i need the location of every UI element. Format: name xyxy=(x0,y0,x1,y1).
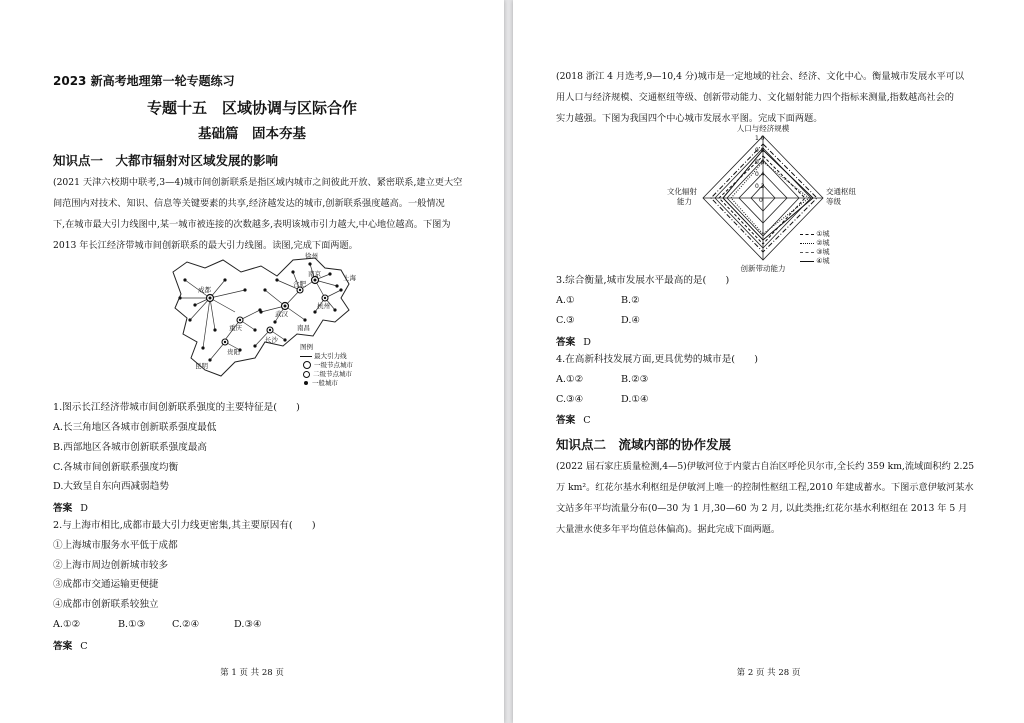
legend-dot-swatch xyxy=(304,381,308,385)
map-label-nanjing: 南京 xyxy=(308,270,321,278)
knowledge-point-2-title: 知识点二 流域内部的协作发展 xyxy=(556,437,732,452)
legend-item: ③城 xyxy=(816,248,830,256)
topic-title: 专题十五 区域协调与区际合作 xyxy=(146,99,357,117)
radar-tick-label: 0.4 xyxy=(755,171,765,178)
passage-line: 文站多年平均流量分布(0—30 为 1 月,30—60 为 2 月, 以此类推;红花尔基水利枢纽在 2013 年 5 月 xyxy=(556,503,968,514)
question-2-item: ③成都市交通运输更便捷 xyxy=(53,579,159,590)
map-label-wuhan: 武汉 xyxy=(275,310,288,318)
question-4-stem: 4.在高新科技发展方面,更具优势的城市是( ) xyxy=(556,354,758,365)
passage-line: 实力越强。下图为我国四个中心城市发展水平图。完成下面两题。 xyxy=(556,113,823,124)
question-2-answer: 答案 C xyxy=(53,641,88,652)
legend-item: ②城 xyxy=(816,239,830,247)
question-4-option: D.①④ xyxy=(621,394,649,405)
radar-tick-label: 0.8 xyxy=(755,147,765,154)
map-label-hangzhou: 杭州 xyxy=(317,302,330,310)
question-4-option: C.③④ xyxy=(556,394,584,405)
question-1-option: D.大致呈自东向西减弱趋势 xyxy=(53,481,169,492)
legend-item: 二级节点城市 xyxy=(313,370,352,378)
radar-tick-label: 0 xyxy=(759,197,763,204)
legend-title: 图例 xyxy=(300,343,313,351)
map-label-xuzhou: 徐州 xyxy=(305,252,318,260)
question-4-option: B.②③ xyxy=(621,374,649,385)
passage-line: 大量泄水使多年平均值总体偏高)。据此完成下面两题。 xyxy=(556,524,781,535)
radar-tick-label: 0.2 xyxy=(755,183,765,190)
legend-swatch xyxy=(800,252,814,253)
legend-item: ①城 xyxy=(816,230,830,238)
document-title: 2023 新高考地理第一轮专题练习 xyxy=(53,74,235,88)
passage-line: 万 km²。红花尔基水利枢纽是伊敏河上唯一的控制性枢纽工程,2010 年建成蓄水。下图示意伊敏河某水 xyxy=(556,482,974,493)
legend-swatch xyxy=(800,261,814,262)
question-3-option: C.③ xyxy=(556,315,575,326)
map-legend xyxy=(300,343,353,388)
question-2-option: A.①② xyxy=(53,619,81,630)
page-footer: 第 2 页 共 28 页 xyxy=(736,668,801,678)
legend-item: 一级节点城市 xyxy=(314,361,353,369)
knowledge-point-1-title: 知识点一 大都市辐射对区域发展的影响 xyxy=(53,153,279,168)
intro-passage-3 xyxy=(556,456,974,540)
map-label-hefei: 合肥 xyxy=(293,280,306,288)
passage-line: (2018 浙江 4 月选考,9—10,4 分)城市是一定地域的社会、经济、文化中心。衡量城市发展水平可以 xyxy=(556,71,965,82)
question-1-stem: 1.图示长江经济带城市间创新联系强度的主要特征是( ) xyxy=(53,402,300,413)
question-2-stem: 2.与上海市相比,成都市最大引力线更密集,其主要原因有( ) xyxy=(53,520,316,531)
question-1-answer: 答案 D xyxy=(53,503,88,514)
passage-line: (2021 天津六校期中联考,3—4)城市间创新联系是指区域内城市之间彼此开放、紧密联系,建立更大空 xyxy=(53,177,463,188)
radar-tick-label: 1.0 xyxy=(755,135,765,142)
map-label-chongqing: 重庆 xyxy=(229,324,242,332)
radar-axis-label-left: 能力 xyxy=(677,197,692,206)
radar-legend xyxy=(800,230,830,266)
page-2 xyxy=(513,0,1024,723)
question-3-stem: 3.综合衡量,城市发展水平最高的是( ) xyxy=(556,275,730,286)
radar-tick-label: 0.6 xyxy=(755,159,765,166)
map-label-nanchang: 南昌 xyxy=(297,324,310,332)
radar-axis-label-top: 人口与经济规模 xyxy=(736,124,790,133)
map-label-chengdu: 成都 xyxy=(198,286,211,294)
legend-item: 最大引力线 xyxy=(314,352,347,360)
radar-axis-label-right: 等级 xyxy=(826,197,841,206)
map-label-kunming: 昆明 xyxy=(195,362,208,370)
question-3-option: A.① xyxy=(556,295,575,306)
legend-swatch xyxy=(800,243,814,244)
passage-line: 2013 年长江经济带城市间创新联系的最大引力线图。读图,完成下面两题。 xyxy=(53,240,358,251)
section-title: 基础篇 固本夯基 xyxy=(198,126,306,142)
question-3-option: B.② xyxy=(621,295,640,306)
question-4-answer: 答案 C xyxy=(556,415,591,426)
question-2-item: ④成都市创新联系较独立 xyxy=(53,599,159,610)
radar-axis-label-right: 交通枢纽 xyxy=(826,187,856,196)
map-label-changsha: 长沙 xyxy=(265,336,278,344)
legend-line-swatch xyxy=(300,356,312,357)
question-2-option: C.②④ xyxy=(172,619,200,630)
question-1-option: B.西部地区各城市创新联系强度最高 xyxy=(53,442,208,453)
legend-circle-swatch xyxy=(303,371,310,378)
question-1-option: A.长三角地区各城市创新联系强度最低 xyxy=(53,422,217,433)
page-footer: 第 1 页 共 28 页 xyxy=(220,668,284,678)
question-3-option: D.④ xyxy=(621,315,640,326)
intro-passage-1 xyxy=(53,172,462,256)
radar-axis-label-left: 文化辐射 xyxy=(667,187,697,196)
legend-item: 一般城市 xyxy=(312,379,338,387)
page-1 xyxy=(0,0,504,723)
passage-line: 间范围内对技术、知识、信息等关键要素的共享,经济越发达的城市,创新联系强度越高。一般情况 xyxy=(53,198,445,209)
map-label-guiyang: 贵阳 xyxy=(227,348,240,356)
question-2-item: ①上海城市服务水平低于成都 xyxy=(53,540,178,551)
question-2-option: B.①③ xyxy=(118,619,146,630)
question-3-answer: 答案 D xyxy=(556,337,591,348)
question-4-option: A.①② xyxy=(556,374,584,385)
legend-swatch xyxy=(800,234,814,235)
radar-axis-label-bottom: 创新带动能力 xyxy=(740,264,786,273)
question-2-option: D.③④ xyxy=(234,619,262,630)
legend-circle-swatch xyxy=(303,361,311,369)
map-label-shanghai: 上海 xyxy=(343,274,356,282)
legend-item: ④城 xyxy=(816,257,830,265)
intro-passage-2 xyxy=(556,66,964,129)
question-2-item: ②上海市周边创新城市较多 xyxy=(53,560,169,571)
passage-line: (2022 届石家庄质量检测,4—5)伊敏河位于内蒙古自治区呼伦贝尔市,全长约 359 km,流域面积约 2.25 xyxy=(556,461,975,472)
question-1-option: C.各城市间创新联系强度均衡 xyxy=(53,462,179,473)
passage-line: 用人口与经济规模、交通枢纽等级、创新带动能力、文化辐射能力四个指标来测量,指数越高社会的 xyxy=(556,92,954,103)
passage-line: 下,在城市最大引力线图中,某一城市被连接的次数越多,表明该城市引力越大,中心地位越高。下图为 xyxy=(53,219,451,230)
